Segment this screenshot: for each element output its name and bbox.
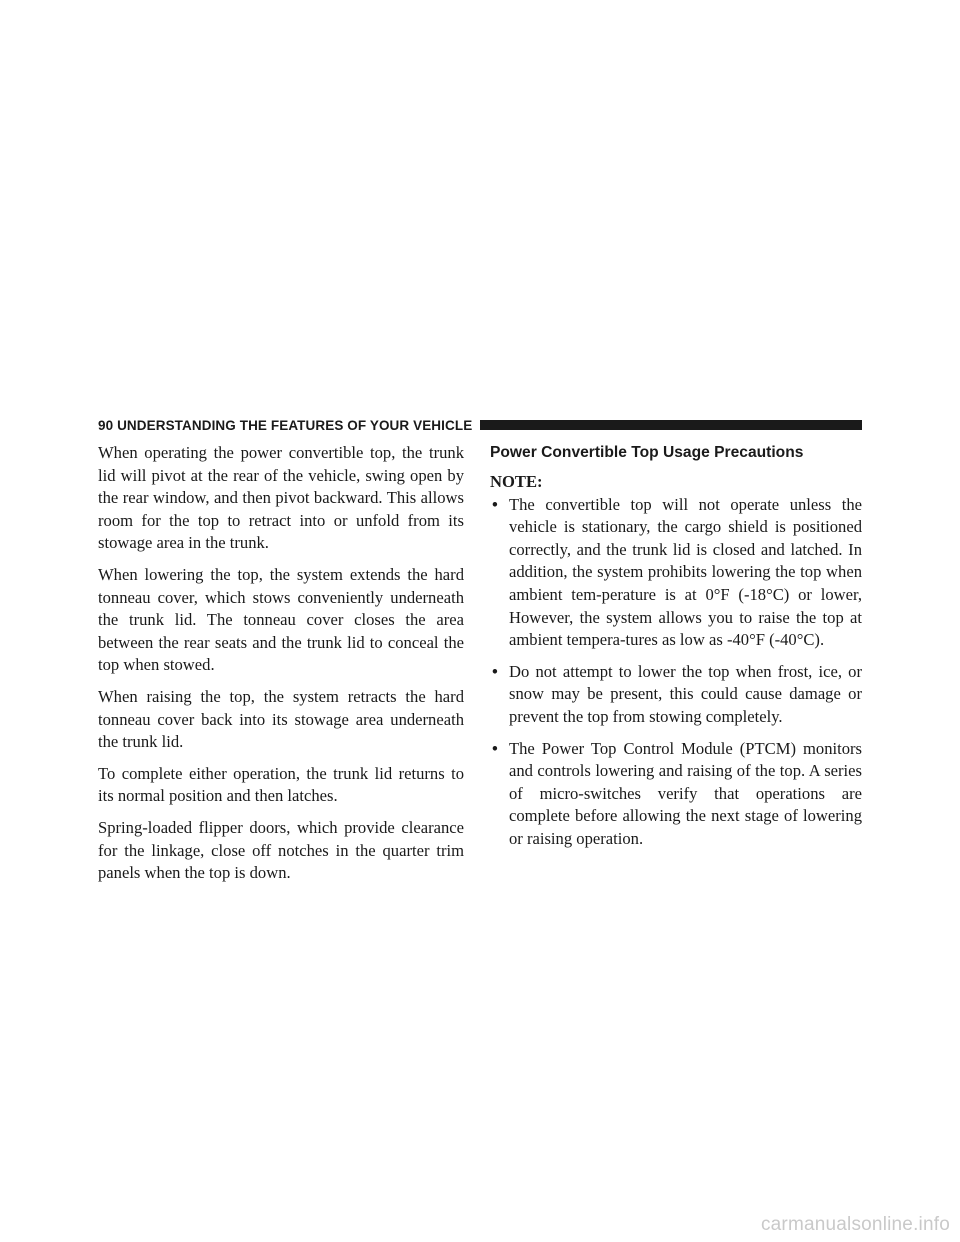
precautions-list [490, 494, 862, 851]
paragraph: Spring-loaded flipper doors, which provide clearance for the linkage, close off notches in the quarter trim panels when the top is down. [98, 817, 464, 883]
paragraph: When operating the power convertible top, the trunk lid will pivot at the rear of the vehicle, swing open by the rear window, and then pivot backward. This allows room for the top to retract into or unfold from its stowage area in the trunk. [98, 443, 464, 553]
paragraph: To complete either operation, the trunk lid returns to its normal position and then latches. [98, 763, 464, 806]
header-rule [480, 420, 862, 430]
list-item [490, 738, 862, 851]
page-number: 90 [98, 417, 114, 433]
right-column [490, 442, 862, 860]
chapter-title: UNDERSTANDING THE FEATURES OF YOUR VEHICLE [117, 417, 473, 433]
list-item-text: The convertible top will not operate unless the vehicle is stationary, the cargo shield is positioned correctly, and the trunk lid is closed and latched. In addition, the system prohibits lowering the top when ambient tem-perature is at 0°F (-18°C) or lower, However, the system allows you to raise the top at ambient tempera-tures as low as -40°F (-40°C). [509, 494, 862, 650]
watermark: carmanualsonline.info [760, 1214, 950, 1235]
page-header [98, 418, 862, 432]
list-item-text: Do not attempt to lower the top when frost, ice, or snow may be present, this could cause damage or prevent the top from stowing completely. [509, 661, 862, 726]
bullet-icon: • [492, 738, 498, 758]
list-item [490, 661, 862, 729]
left-column [98, 442, 464, 894]
header-title [98, 418, 480, 433]
bullet-icon: • [492, 494, 498, 514]
list-item-text: The Power Top Control Module (PTCM) monitors and controls lowering and raising of the top. A series of micro-switches verify that operations are complete before allowing the next stage of lowering or raising operation. [509, 738, 862, 848]
note-label: NOTE: [490, 472, 543, 491]
paragraph: When lowering the top, the system extends the hard tonneau cover, which stows conveniently underneath the trunk lid. The tonneau cover closes the area between the rear seats and the trunk lid to conceal the top when stowed. [98, 564, 464, 675]
section-title: Power Convertible Top Usage Precautions [490, 444, 804, 461]
paragraph: When raising the top, the system retracts the hard tonneau cover back into its stowage area underneath the trunk lid. [98, 686, 464, 752]
bullet-icon: • [492, 661, 498, 681]
list-item [490, 494, 862, 652]
